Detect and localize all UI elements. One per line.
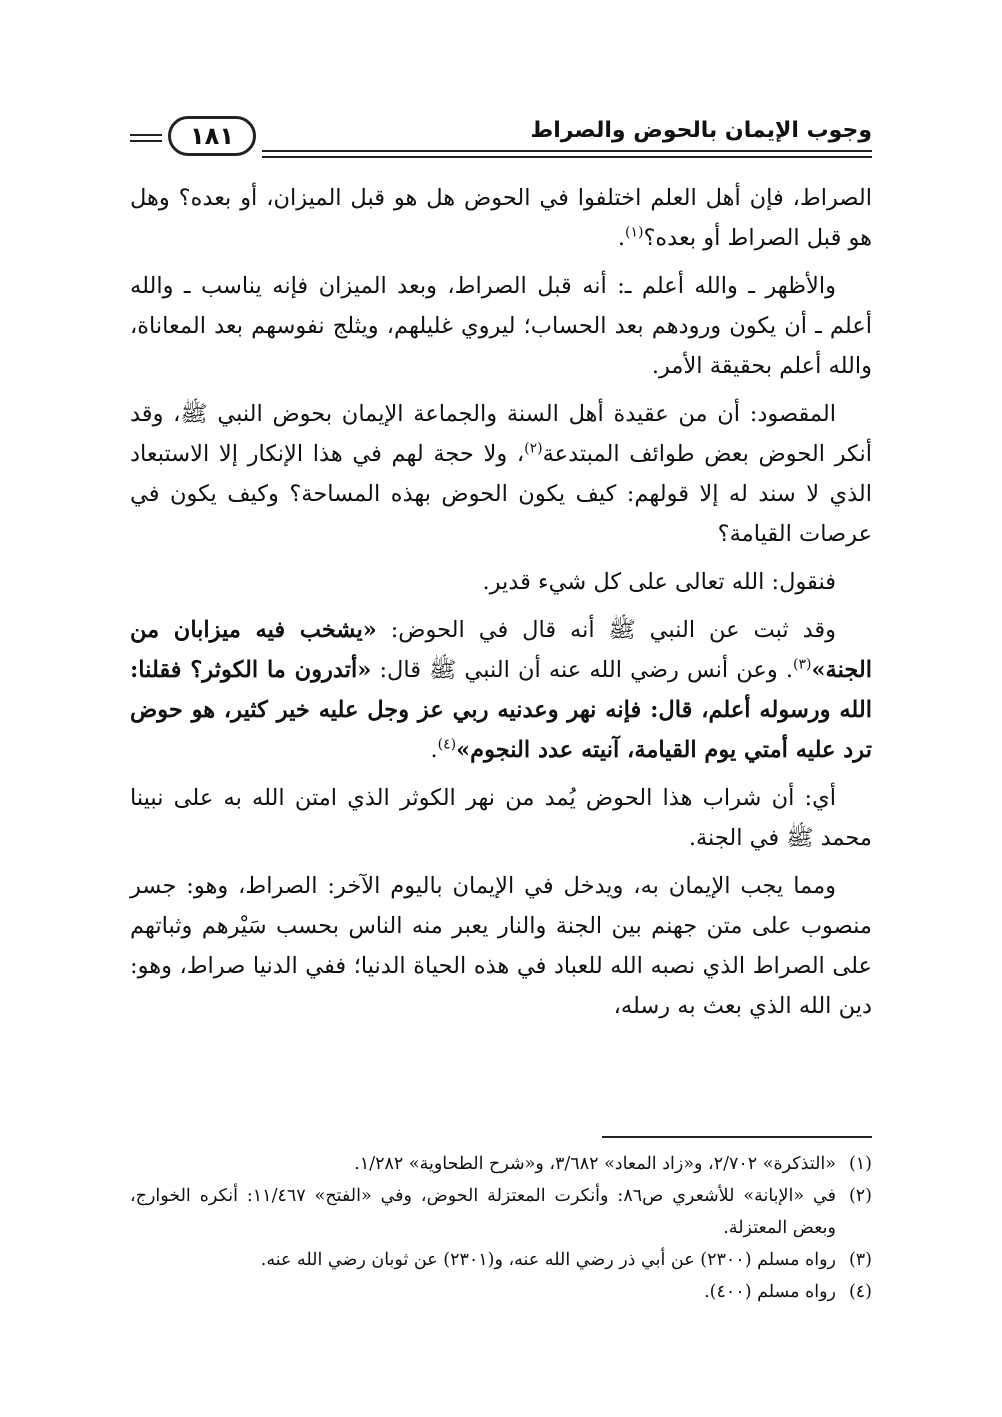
p3-text-b: ، ولا حجة لهم في هذا الإنكار إلا الاستبعاد الذي لا سند له إلا قولهم: كيف يكون الحوض بهذه المساحة؟ وكيف يكون في عرصات القيامة؟ [130, 441, 872, 547]
paragraph-3 [130, 394, 872, 554]
header-rule-right [262, 150, 872, 152]
footnote-number: (٤) [848, 1282, 872, 1302]
p6-text: أي: أن شراب هذا الحوض يُمد من نهر الكوثر الذي امتن الله به على نبينا محمد ﷺ في الجنة. [130, 785, 872, 851]
footnote-ref-3: (٣) [792, 656, 812, 673]
footnote-number: (٣) [848, 1250, 872, 1270]
footnote-text: «التذكرة» ٢/٧٠٢، و«زاد المعاد» ٣/٦٨٢، و«شرح الطحاوية» ١/٢٨٢. [354, 1154, 836, 1174]
running-title: وجوب الإيمان بالحوض والصراط [530, 118, 872, 143]
footnotes [130, 1148, 872, 1308]
paragraph-4 [130, 562, 872, 602]
header-rule-right-2 [262, 156, 872, 158]
p5-text-a: وقد ثبت عن النبي ﷺ أنه قال في الحوض: [376, 617, 837, 643]
paragraph-6 [130, 778, 872, 858]
p7-text: ومما يجب الإيمان به، ويدخل في الإيمان باليوم الآخر: الصراط، وهو: جسر منصوب على متن جهنم بين الجنة والنار يعبر منه الناس بحسب سَيْرهم وثباتهم على الصراط الذي نصبه الله للعباد في هذه الحياة الدنيا؛ ففي الدنيا صراط، وهو: دين الله الذي بعث به رسله، [130, 873, 872, 1019]
footnote-ref-1: (١) [624, 224, 644, 241]
paragraph-2 [130, 266, 872, 386]
hadith-quote-1: «يشخب فيه ميزابان من الجنة» [130, 617, 872, 683]
footnote-number: (٢) [848, 1186, 872, 1206]
paragraph-5 [130, 610, 872, 770]
footnote-number: (١) [848, 1154, 872, 1174]
hadith-quote-2: «أتدرون ما الكوثر؟ فقلنا: الله ورسوله أعلم، قال: فإنه نهر وعدنيه ربي عز وجل عليه خير كثير، هو حوض ترد عليه أمتي يوم القيامة، آنيته عدد النجوم» [130, 657, 872, 763]
p5-end: . [430, 737, 438, 763]
header-rule-left-2 [130, 140, 162, 142]
page-number-badge [168, 116, 256, 156]
footnote-text: رواه مسلم (٤٠٠). [704, 1282, 836, 1302]
p4-text: فنقول: الله تعالى على كل شيء قدير. [482, 569, 836, 595]
page-number: ١٨١ [190, 122, 234, 150]
footnote-1 [130, 1148, 872, 1180]
footnote-3 [130, 1244, 872, 1276]
footnote-2 [130, 1180, 872, 1244]
footnote-text: رواه مسلم (٢٣٠٠) عن أبي ذر رضي الله عنه، و(٢٣٠١) عن ثوبان رضي الله عنه. [260, 1250, 836, 1270]
paragraph-7 [130, 866, 872, 1026]
paragraph-1 [130, 178, 872, 258]
main-text [130, 178, 872, 1034]
header-rule-left [130, 134, 162, 136]
p5-text-b: . وعن أنس رضي الله عنه أن النبي ﷺ قال: [371, 657, 793, 683]
p2-text: والأظهر ـ والله أعلم ـ: أنه قبل الصراط، وبعد الميزان فإنه يناسب ـ والله أعلم ـ أن يكون ورودهم بعد الحساب؛ ليروي غليلهم، ويثلج نفوسهم بعد المعاناة، والله أعلم بحقيقة الأمر. [130, 273, 872, 379]
page-header [130, 112, 872, 160]
footnote-4 [130, 1276, 872, 1308]
footnote-text: في «الإبانة» للأشعري ص٨٦: وأنكرت المعتزلة الحوض، وفي «الفتح» ١١/٤٦٧: أنكره الخوارج، وبعض المعتزلة. [130, 1186, 836, 1238]
footnote-ref-4: (٤) [437, 736, 457, 753]
p3-text-a: المقصود: أن من عقيدة أهل السنة والجماعة الإيمان بحوض النبي ﷺ، وقد أنكر الحوض بعض طوائف المبتدعة [130, 401, 872, 467]
footnote-separator [602, 1136, 872, 1138]
p1-text: الصراط، فإن أهل العلم اختلفوا في الحوض هل هو قبل الميزان، أو بعده؟ وهل هو قبل الصراط أو بعده؟ [130, 185, 872, 251]
footnote-ref-2: (٢) [524, 440, 543, 457]
p1-end: . [617, 225, 625, 251]
